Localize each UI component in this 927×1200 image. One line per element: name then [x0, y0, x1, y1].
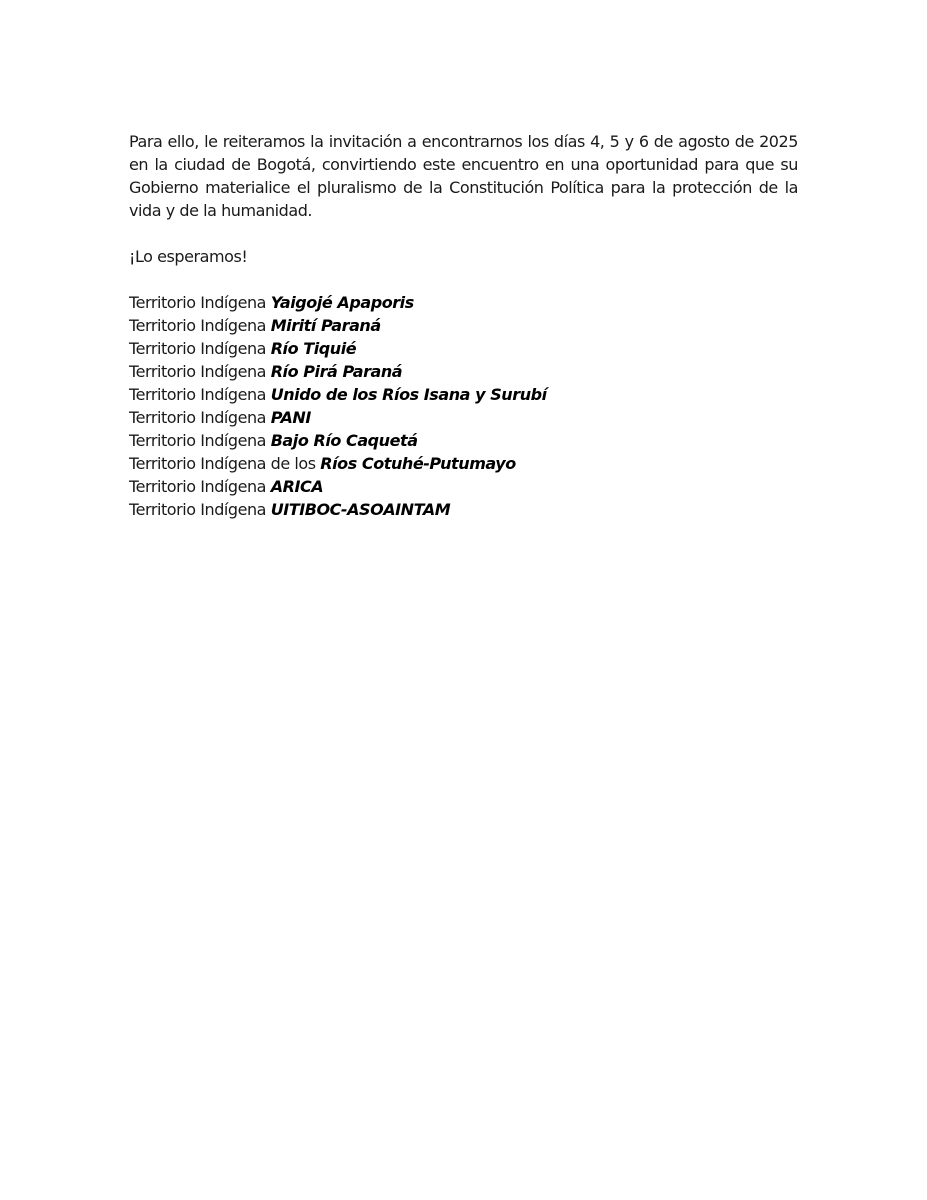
signatory-prefix: Territorio Indígena [129, 316, 271, 335]
signatory-name: Bajo Río Caquetá [270, 431, 418, 450]
signatory-list [129, 291, 798, 521]
closing-line: ¡Lo esperamos! [129, 247, 248, 266]
signatory-item [129, 406, 798, 429]
signatory-name: Unido de los Ríos Isana y Surubí [270, 385, 547, 404]
signatory-item [129, 452, 798, 475]
signatory-prefix: Territorio Indígena [129, 385, 271, 404]
signatory-item [129, 429, 798, 452]
signatory-name: PANI [270, 408, 311, 427]
signatory-name: UITIBOC-ASOAINTAM [270, 500, 451, 519]
signatory-prefix: Territorio Indígena [129, 477, 271, 496]
signatory-item [129, 291, 798, 314]
signatory-prefix: Territorio Indígena [129, 431, 271, 450]
invitation-paragraph: Para ello, le reiteramos la invitación a encontrarnos los días 4, 5 y 6 de agosto de 2025 en la ciudad de Bogotá, convirtiendo este encuentro en una oportunidad para que su Gobierno materialice el pluralismo de la Constitución Política para la protección de la vida y de la humanidad. [129, 132, 798, 220]
signatory-item [129, 475, 798, 498]
signatory-prefix: Territorio Indígena [129, 362, 271, 381]
signatory-name: Yaigojé Apaporis [270, 293, 414, 312]
signatory-item [129, 360, 798, 383]
signatory-item [129, 498, 798, 521]
signatory-prefix: Territorio Indígena [129, 293, 271, 312]
signatory-name: Río Pirá Paraná [270, 362, 403, 381]
signatory-item [129, 337, 798, 360]
signatory-item [129, 383, 798, 406]
signatory-item [129, 314, 798, 337]
signatory-name: Mirití Paraná [270, 316, 381, 335]
signatory-prefix: Territorio Indígena [129, 500, 271, 519]
signatory-name: Río Tiquié [270, 339, 357, 358]
signatory-prefix: Territorio Indígena [129, 408, 271, 427]
signatory-prefix: Territorio Indígena de los [129, 454, 321, 473]
signatory-prefix: Territorio Indígena [129, 339, 271, 358]
letter-body [129, 130, 798, 521]
signatory-name: ARICA [270, 477, 324, 496]
signatory-name: Ríos Cotuhé-Putumayo [320, 454, 516, 473]
